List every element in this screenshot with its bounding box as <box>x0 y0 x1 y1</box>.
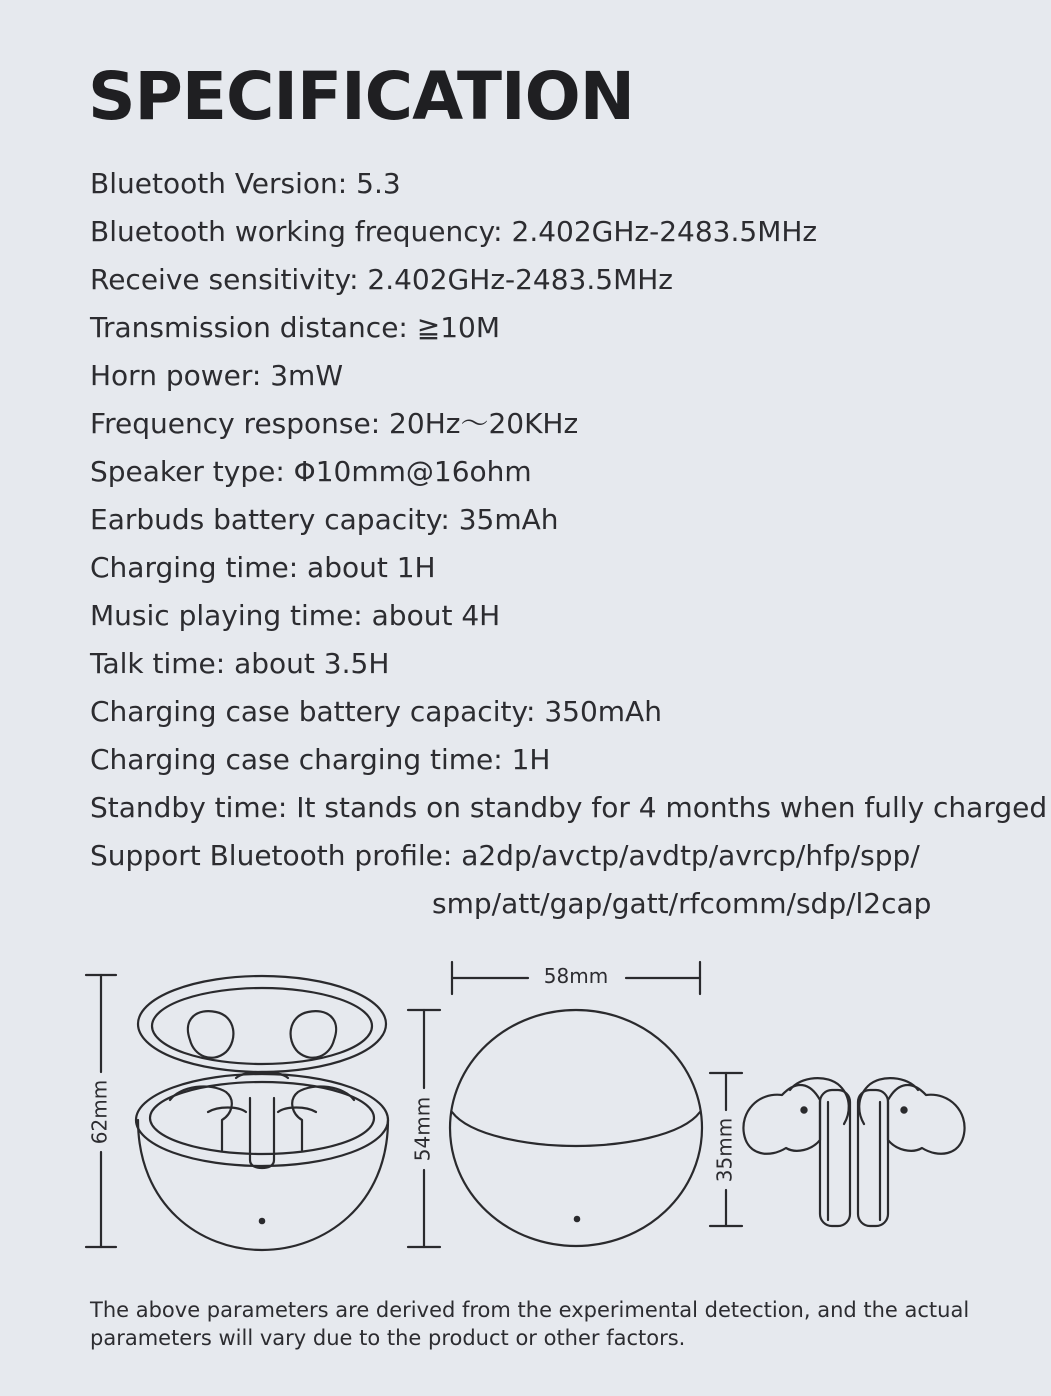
earbud-height-label: 35mm <box>712 1117 737 1183</box>
spec-receive-sensitivity: Receive sensitivity: 2.402GHz-2483.5MHz <box>90 263 673 296</box>
spec-case-charging-time: Charging case charging time: 1H <box>90 743 551 776</box>
page-title: SPECIFICATION <box>88 58 634 135</box>
spec-frequency-response: Frequency response: 20Hz〜20KHz <box>90 407 579 440</box>
spec-bluetooth-profile-continued: smp/att/gap/gatt/rfcomm/sdp/l2cap <box>432 887 932 920</box>
spec-earbuds-battery: Earbuds battery capacity: 35mAh <box>90 503 559 536</box>
spec-standby-time: Standby time: It stands on standby for 4 months when fully charged <box>90 791 1048 824</box>
earbuds-illustration <box>743 1078 964 1226</box>
spec-case-battery: Charging case battery capacity: 350mAh <box>90 695 662 728</box>
spec-speaker-type: Speaker type: Φ10mm@16ohm <box>90 455 532 488</box>
spec-music-time: Music playing time: about 4H <box>90 599 501 632</box>
spec-charging-time: Charging time: about 1H <box>90 551 436 584</box>
closed-case-illustration <box>450 1010 702 1246</box>
spec-transmission-distance: Transmission distance: ≧10M <box>90 311 501 344</box>
spec-list <box>90 160 1048 928</box>
disclaimer-footnote: The above parameters are derived from the experimental detection, and the actual parameters will vary due to the product or other factors. <box>90 1298 970 1350</box>
closed-case-width-label: 58mm <box>543 964 609 988</box>
spec-bluetooth-version: Bluetooth Version: 5.3 <box>90 167 401 200</box>
open-case-height-label: 62mm <box>87 1079 112 1145</box>
spec-talk-time: Talk time: about 3.5H <box>90 647 390 680</box>
product-dimension-diagram <box>0 950 1051 1270</box>
closed-case-height-label: 54mm <box>410 1096 435 1162</box>
spec-bluetooth-profile: Support Bluetooth profile: a2dp/avctp/avdtp/avrcp/hfp/spp/ <box>90 839 920 872</box>
spec-working-frequency: Bluetooth working frequency: 2.402GHz-2483.5MHz <box>90 215 818 248</box>
open-case-illustration <box>136 976 388 1250</box>
spec-horn-power: Horn power: 3mW <box>90 359 344 392</box>
